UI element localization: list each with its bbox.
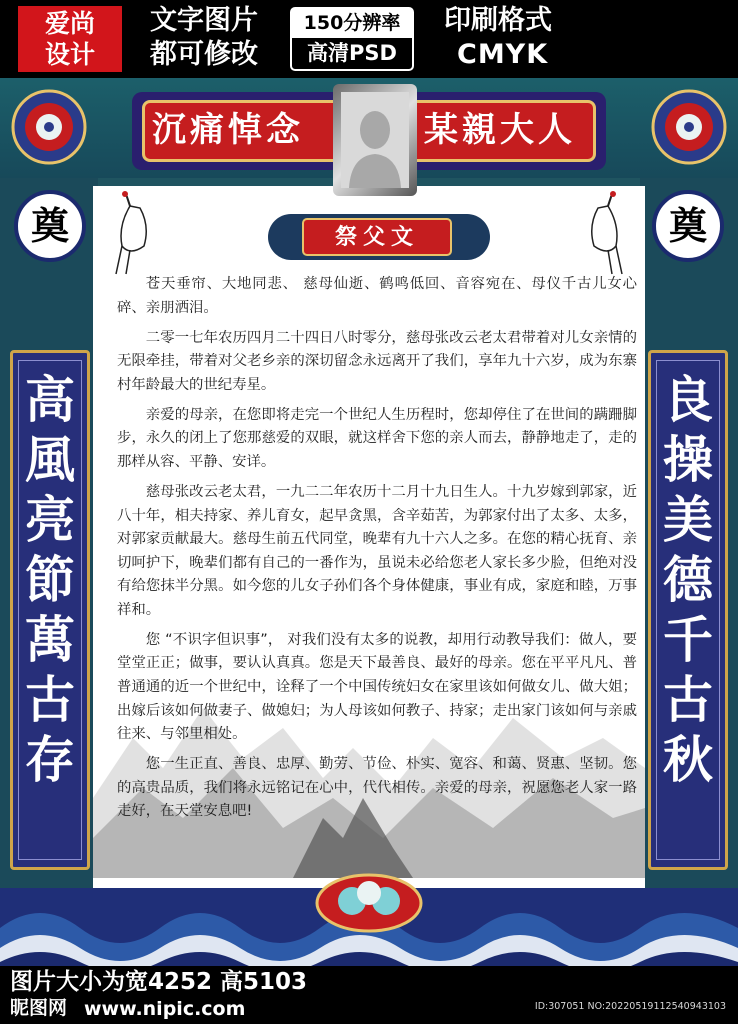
paragraph-4: 慈母张改云老太君，一九二二年农历十二月十九日生人。十九岁嫁到郭家，近八十年，相夫持家、养儿育女，起早贪黑，含辛茹苦，为郭家付出了太多、太多，对郭家贡献最大。慈母生前五代同堂，晚辈有九十六人之多。在您的精心抚育、亲切呵护下，晚辈们都有自己的一番作为，虽说未必给您老人家长多少脸，但绝对没有给您抹半分黑。如今您的儿女子孙们各个身体健康，事业有成，家庭和睦，万事祥和。 [117, 483, 637, 618]
brand-line-1: 爱尚 [44, 9, 95, 38]
center-cloud-icon [314, 863, 424, 933]
print-format-label: 印刷格式 [444, 5, 552, 36]
editable-line-2: 都可修改 [150, 39, 258, 70]
site-url[interactable]: www.nipic.com [84, 998, 246, 1020]
paragraph-6: 您一生正直、善良、忠厚、勤劳、节俭、朴实、宽容、和蔼、贤惠、坚韧。您的高贵品质，我们将永远铭记在心中，代代相传。亲爱的母亲，祝愿您老人家一路走好，在天堂安息吧! [117, 756, 637, 820]
left-crane-icon [100, 186, 164, 276]
right-crane-icon [574, 186, 638, 276]
right-badge-char: 奠 [668, 203, 707, 248]
brand-line-2: 设计 [44, 40, 95, 69]
paragraph-5: 您 “不识字但识事”， 对我们没有太多的说教，却用行动教导我们：做人，要堂堂正正；做事，要认认真真。您是天下最善良、最好的母亲。您在平平凡凡、普普通通的近一个世纪中，诠释了一个中国传统妇女在家里该如何做女儿、做大姐；出嫁后该如何做妻子、做媳妇；为人母该如何教子、持家；走出家门该如何与亲戚往来、与邻里相处。 [117, 631, 637, 743]
image-size-info: 图片大小为宽4252 高5103 [10, 969, 308, 995]
paragraph-1: 苍天垂帘、大地同悲、 慈母仙逝、鹤鸣低回、音容宛在、母仪千古儿女心碎、亲朋洒泪。 [117, 276, 637, 316]
left-couplet-text: 高風亮節萬古存 [25, 370, 75, 789]
eulogy-text [117, 273, 637, 830]
title-left: 沉痛悼念 [152, 110, 304, 150]
color-mode-label: CMYK [457, 39, 549, 70]
paragraph-2: 二零一七年农历四月二十四日八时零分，慈母张改云老太君带着对儿女亲情的无限牵挂，带着对父老乡亲的深切留念永远离开了我们，享年九十六岁，成为东寨村年龄最大的世纪寿星。 [117, 329, 637, 393]
left-cloud-ornament-icon [10, 88, 88, 166]
brand-logo [18, 6, 122, 72]
image-id-info: ID:307051 NO:20220519112540943103 [534, 1001, 726, 1012]
resolution-box [290, 7, 414, 71]
subtitle: 祭父文 [302, 218, 452, 256]
portrait-placeholder-icon [341, 92, 409, 188]
site-logo[interactable]: 昵图网 [10, 997, 68, 1019]
title-right: 某親大人 [424, 110, 576, 150]
left-badge-char: 奠 [30, 203, 69, 248]
portrait-placeholder [341, 92, 409, 188]
editable-line-1: 文字图片 [150, 5, 258, 36]
hd-psd-label: 高清PSD [307, 41, 397, 65]
right-couplet-text: 良操美德千古秋 [663, 370, 713, 789]
resolution-label: 150分辨率 [292, 9, 412, 38]
right-cloud-ornament-icon [650, 88, 728, 166]
paragraph-3: 亲爱的母亲，在您即将走完一个世纪人生历程时，您却停住了在世间的蹒跚脚步，永久的闭上了您那慈爱的双眼，就这样舍下您的亲人而去，静静地走了，走的那样从容、平静、安详。 [117, 406, 637, 470]
memorial-poster [0, 78, 738, 966]
